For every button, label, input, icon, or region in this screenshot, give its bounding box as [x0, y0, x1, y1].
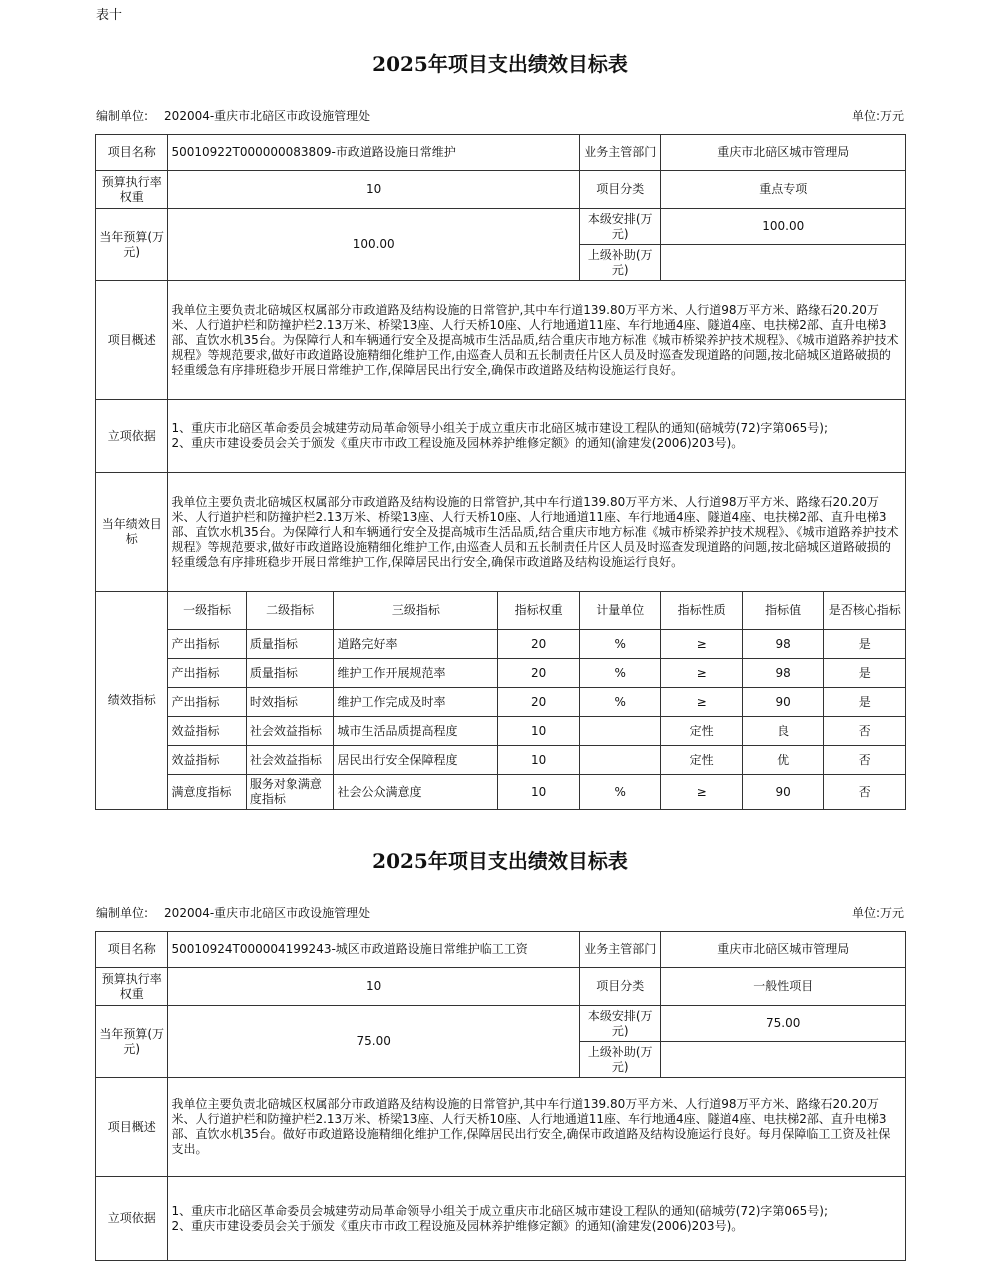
header-level3: 三级指标: [334, 592, 498, 630]
cell: 产出指标: [168, 688, 246, 717]
basis-item-1: 1、重庆市北碚区革命委员会城建劳动局革命领导小组关于成立重庆市北碚区城市建设工程队的通知(碚城劳(72)字第065号);: [171, 421, 829, 435]
cell: 20: [498, 630, 580, 659]
basis-item-1: 1、重庆市北碚区革命委员会城建劳动局革命领导小组关于成立重庆市北碚区城市建设工程队的通知(碚城劳(72)字第065号);: [171, 1203, 829, 1218]
basis-item-2: 2、重庆市建设委员会关于颁发《重庆市市政工程设施及园林养护维修定额》的通知(渝建发(2006)203号)。: [171, 1218, 744, 1233]
cell: 产出指标: [168, 630, 246, 659]
weight-value: 10: [168, 968, 580, 1006]
project-name-label: 项目名称: [96, 932, 168, 968]
cell: 维护工作开展规范率: [334, 659, 498, 688]
header-core: 是否核心指标: [824, 592, 906, 630]
cell: 是: [824, 659, 906, 688]
weight-label: 预算执行率权重: [96, 171, 168, 209]
dept-label: 业务主管部门: [579, 135, 660, 171]
cell: 良: [742, 717, 823, 746]
cell: 满意度指标: [168, 775, 246, 810]
currency-unit: 单位:万元: [851, 109, 904, 123]
cell: [579, 746, 660, 775]
overview-text: 我单位主要负责北碚城区权属部分市政道路及结构设施的日常管护,其中车行道139.80万平方米、人行道98万平方米、路缘石20.20万米、人行道护栏和防撞护栏2.13万米、桥梁13座、人行天桥10座、人行地通道11座、车行地通4座、隧道4座、电扶梯2部、直升电梯3部、直饮水机35台。做好市政道路设施精细化维护工作,保障居民出行安全,确保市政道路及结构设施运行良好。每月保障临工工资及社保支出。: [168, 1078, 906, 1177]
basis-label: 立项依据: [96, 400, 168, 473]
table-row: [96, 659, 906, 688]
cell: ≥: [661, 775, 742, 810]
dept-label: 业务主管部门: [579, 932, 660, 968]
category-label: 项目分类: [579, 968, 660, 1006]
basis-label: 立项依据: [96, 1177, 168, 1261]
goal-text: 我单位主要负责北碚城区权属部分市政道路及结构设施的日常管护,其中车行道139.80万平方米、人行道98万平方米、路缘石20.20万米、人行道护栏和防撞护栏2.13万米、桥梁13座、人行天桥10座、人行地通道11座、车行地通4座、隧道4座、电扶梯2部、直升电梯3部、直饮水机35台。为保障行人和车辆通行安全及提高城市生活品质,结合重庆市地方标准《城市桥梁养护技术规程》、《城市道路养护技术规程》等规范要求,做好市政道路设施精细化维护工作,由巡查人员和五长制责任片区人员及时巡查发现道路的问题,按北碚城区道路破损的轻重缓急有序排班稳步开展日常维护工作,保障居民出行安全,确保市政道路及结构设施运行良好。: [168, 473, 906, 592]
corner-label: 表十: [96, 8, 123, 23]
indicators-label: 绩效指标: [96, 592, 168, 810]
cell: 20: [498, 659, 580, 688]
table-row: [96, 717, 906, 746]
cell: 城市生活品质提高程度: [334, 717, 498, 746]
cell: 10: [498, 775, 580, 810]
table1-title: 2025年项目支出绩效目标表: [372, 52, 628, 76]
cell: 效益指标: [168, 746, 246, 775]
cell: 维护工作完成及时率: [334, 688, 498, 717]
cell: %: [579, 688, 660, 717]
compiling-unit: 编制单位: 202004-重庆市北碚区市政设施管理处: [96, 906, 371, 920]
cell: ≥: [661, 688, 742, 717]
cell: 产出指标: [168, 659, 246, 688]
cell: 居民出行安全保障程度: [334, 746, 498, 775]
cell: 否: [824, 775, 906, 810]
header-nature: 指标性质: [661, 592, 742, 630]
budget-value: 75.00: [168, 1006, 580, 1078]
cell: 98: [742, 659, 823, 688]
category-label: 项目分类: [579, 171, 660, 209]
dept-value: 重庆市北碚区城市管理局: [661, 135, 906, 171]
goal-label: 当年绩效目标: [96, 473, 168, 592]
compiling-unit: 编制单位: 202004-重庆市北碚区市政设施管理处: [96, 109, 371, 123]
cell: 时效指标: [246, 688, 334, 717]
budget-label: 当年预算(万元): [96, 1006, 168, 1078]
header-value: 指标值: [742, 592, 823, 630]
cell: 10: [498, 717, 580, 746]
cell: 质量指标: [246, 630, 334, 659]
header-level2: 二级指标: [246, 592, 334, 630]
cell: 90: [742, 775, 823, 810]
cell: 20: [498, 688, 580, 717]
category-value: 一般性项目: [661, 968, 906, 1006]
table-row: [96, 688, 906, 717]
cell: 质量指标: [246, 659, 334, 688]
upper-value: [661, 1042, 906, 1078]
cell: 90: [742, 688, 823, 717]
cell: 是: [824, 688, 906, 717]
local-label: 本级安排(万元): [579, 209, 660, 245]
category-value: 重点专项: [661, 171, 906, 209]
basis-text: [168, 400, 906, 473]
cell: 否: [824, 717, 906, 746]
cell: 社会效益指标: [246, 746, 334, 775]
project-name-value: 50010922T000000083809-市政道路设施日常维护: [168, 135, 580, 171]
cell: ≥: [661, 659, 742, 688]
cell: %: [579, 659, 660, 688]
local-value: 100.00: [661, 209, 906, 245]
cell: 定性: [661, 746, 742, 775]
cell: 社会效益指标: [246, 717, 334, 746]
upper-value: [661, 245, 906, 281]
cell: %: [579, 775, 660, 810]
budget-value: 100.00: [168, 209, 580, 281]
cell: %: [579, 630, 660, 659]
basis-text: [168, 1177, 906, 1261]
local-label: 本级安排(万元): [579, 1006, 660, 1042]
overview-label: 项目概述: [96, 1078, 168, 1177]
upper-label: 上级补助(万元): [579, 245, 660, 281]
cell: 服务对象满意度指标: [246, 775, 334, 810]
overview-label: 项目概述: [96, 281, 168, 400]
cell: 优: [742, 746, 823, 775]
cell: 否: [824, 746, 906, 775]
cell: 道路完好率: [334, 630, 498, 659]
header-unit: 计量单位: [579, 592, 660, 630]
header-weight: 指标权重: [498, 592, 580, 630]
cell: ≥: [661, 630, 742, 659]
budget-label: 当年预算(万元): [96, 209, 168, 281]
cell: 社会公众满意度: [334, 775, 498, 810]
project-name-label: 项目名称: [96, 135, 168, 171]
table1-sheet: [95, 134, 906, 810]
table2-sheet: [95, 931, 906, 1261]
project-name-value: 50010924T000004199243-城区市政道路设施日常维护临工工资: [168, 932, 580, 968]
table-row: [96, 775, 906, 810]
table2-title: 2025年项目支出绩效目标表: [372, 849, 628, 873]
weight-label: 预算执行率权重: [96, 968, 168, 1006]
table-row: [96, 630, 906, 659]
cell: 定性: [661, 717, 742, 746]
cell: 效益指标: [168, 717, 246, 746]
table-row: [96, 746, 906, 775]
cell: 10: [498, 746, 580, 775]
weight-value: 10: [168, 171, 580, 209]
cell: 是: [824, 630, 906, 659]
dept-value: 重庆市北碚区城市管理局: [661, 932, 906, 968]
header-level1: 一级指标: [168, 592, 246, 630]
cell: 98: [742, 630, 823, 659]
overview-text: 我单位主要负责北碚城区权属部分市政道路及结构设施的日常管护,其中车行道139.80万平方米、人行道98万平方米、路缘石20.20万米、人行道护栏和防撞护栏2.13万米、桥梁13座、人行天桥10座、人行地通道11座、车行地通4座、隧道4座、电扶梯2部、直升电梯3部、直饮水机35台。为保障行人和车辆通行安全及提高城市生活品质,结合重庆市地方标准《城市桥梁养护技术规程》、《城市道路养护技术规程》等规范要求,做好市政道路设施精细化维护工作,由巡查人员和五长制责任片区人员及时巡查发现道路的问题,按北碚城区道路破损的轻重缓急有序排班稳步开展日常维护工作,保障居民出行安全,确保市政道路及结构设施运行良好。: [168, 281, 906, 400]
currency-unit: 单位:万元: [851, 906, 904, 920]
cell: [579, 717, 660, 746]
basis-item-2: 2、重庆市建设委员会关于颁发《重庆市市政工程设施及园林养护维修定额》的通知(渝建发(2006)203号)。: [171, 436, 744, 450]
local-value: 75.00: [661, 1006, 906, 1042]
upper-label: 上级补助(万元): [579, 1042, 660, 1078]
